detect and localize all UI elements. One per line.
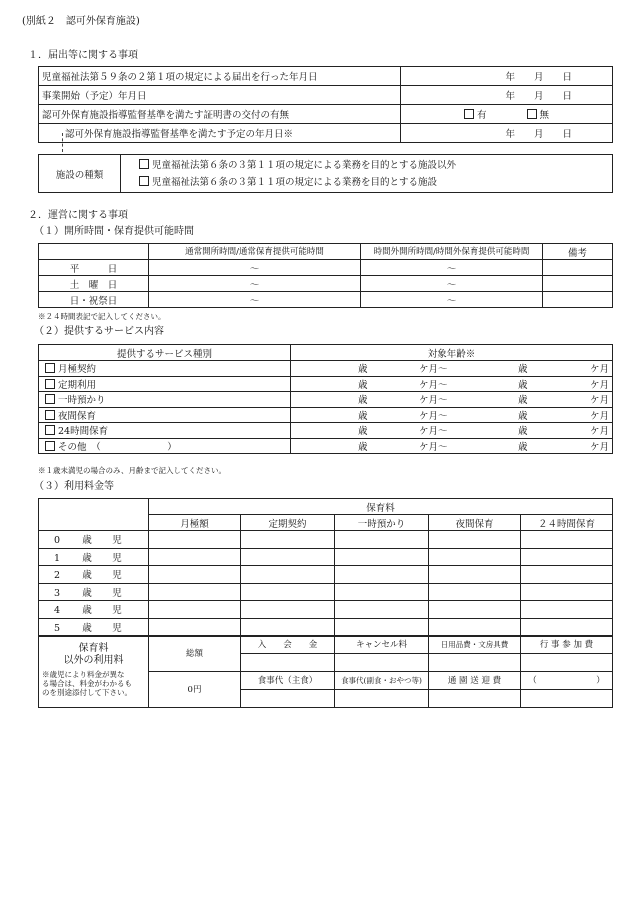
table-row <box>39 105 613 124</box>
checkbox-yes[interactable] <box>464 109 474 119</box>
time-range[interactable]: ～ <box>361 292 543 308</box>
age-label: 1 歳 児 <box>39 548 149 566</box>
other-fees-title: 保育料 <box>78 642 109 654</box>
fees-table <box>38 498 613 708</box>
age-to-years[interactable]: 歳 <box>451 376 531 392</box>
table-row <box>39 423 613 439</box>
fee-cell[interactable] <box>429 601 521 619</box>
fee-cell[interactable] <box>335 654 429 672</box>
date-field[interactable]: 年 月 日 <box>401 124 613 143</box>
checkbox-service[interactable] <box>45 425 55 435</box>
fee-cell[interactable] <box>429 654 521 672</box>
fee-item-label: 日用品費・文房具費 <box>429 636 521 654</box>
fee-cell[interactable] <box>521 690 613 708</box>
type-option-2: 児童福祉法第６条の３第１１項の規定による業務を目的とする施設 <box>152 176 438 188</box>
fee-cell[interactable] <box>149 566 241 584</box>
table-row <box>39 345 613 361</box>
fee-col-regular: 定期契約 <box>241 515 335 531</box>
age-to-years[interactable]: 歳 <box>451 361 531 377</box>
row-label: 児童福祉法第５９条の２第１項の規定による届出を行った年月日 <box>39 67 401 86</box>
fee-cell[interactable] <box>241 583 335 601</box>
age-label: 4 歳 児 <box>39 601 149 619</box>
table-row <box>39 260 613 276</box>
row-label: 平 日 <box>39 260 149 276</box>
time-range[interactable]: ～ <box>149 260 361 276</box>
fee-cell[interactable] <box>241 654 335 672</box>
table-row <box>39 566 613 584</box>
fee-cell[interactable] <box>429 531 521 549</box>
fee-cell[interactable] <box>335 548 429 566</box>
table-row <box>39 636 613 654</box>
service-label: 24時間保育 <box>58 426 109 438</box>
age-to-months[interactable]: ケ月 <box>531 423 613 439</box>
fees-group-header: 保育料 <box>149 499 613 515</box>
fee-cell[interactable] <box>429 618 521 636</box>
other-fees-note: る場合は、料金がわかるも <box>42 678 132 688</box>
age-from-months[interactable]: ケ月～ <box>371 361 451 377</box>
no-label: 無 <box>539 110 550 121</box>
table-row <box>39 438 613 454</box>
row-label: 認可外保育施設指導監督基準を満たす予定の年月日※ <box>39 124 401 143</box>
time-range[interactable]: ～ <box>361 276 543 292</box>
age-to-months[interactable]: ケ月 <box>531 376 613 392</box>
hours-heading: （１）開所時間・保育提供可能時間 <box>34 226 194 237</box>
services-table <box>38 344 613 454</box>
checkbox-service[interactable] <box>45 394 55 404</box>
age-from-months[interactable]: ケ月～ <box>371 407 451 423</box>
checkbox-type-2[interactable] <box>139 176 149 186</box>
fee-cell[interactable] <box>335 601 429 619</box>
fee-col-monthly: 月極額 <box>149 515 241 531</box>
fee-cell[interactable] <box>521 531 613 549</box>
age-from-years[interactable]: 歳 <box>291 438 371 454</box>
fee-cell[interactable] <box>149 601 241 619</box>
header-extra-hours: 時間外開所時間/時間外保育提供可能時間 <box>361 244 543 260</box>
fee-cell[interactable] <box>429 583 521 601</box>
hours-table <box>38 243 613 308</box>
age-to-years[interactable]: 歳 <box>451 423 531 439</box>
fee-item-label: 通 園 送 迎 費 <box>429 672 521 690</box>
table-row <box>39 67 613 86</box>
fee-cell[interactable] <box>241 690 335 708</box>
type-option-1: 児童福祉法第６条の３第１１項の規定による業務を目的とする施設以外 <box>152 159 457 171</box>
table-row <box>39 618 613 636</box>
age-to-years[interactable]: 歳 <box>451 438 531 454</box>
table-row <box>39 276 613 292</box>
date-field[interactable]: 年 月 日 <box>401 67 613 86</box>
table-row <box>39 583 613 601</box>
age-from-months[interactable]: ケ月～ <box>371 376 451 392</box>
age-to-years[interactable]: 歳 <box>451 407 531 423</box>
services-heading: （２）提供するサービス内容 <box>34 326 164 337</box>
form-label: (別紙２ 認可外保育施設) <box>22 16 140 27</box>
age-from-months[interactable]: ケ月～ <box>371 392 451 408</box>
checkbox-service[interactable] <box>45 379 55 389</box>
table-row <box>39 407 613 423</box>
row-label: 事業開始（予定）年月日 <box>39 86 401 105</box>
fee-cell[interactable] <box>149 618 241 636</box>
other-fees-label <box>39 636 149 708</box>
age-from-years[interactable]: 歳 <box>291 361 371 377</box>
remarks-cell[interactable] <box>543 292 613 308</box>
age-from-years[interactable]: 歳 <box>291 423 371 439</box>
hours-note: ※２４時間表記で記入してください。 <box>38 312 166 321</box>
fee-cell[interactable] <box>241 618 335 636</box>
service-label: 夜間保育 <box>58 410 97 422</box>
section1-heading: １．届出等に関する事項 <box>28 50 138 61</box>
row-label: 土 曜 日 <box>39 276 149 292</box>
age-label: 2 歳 児 <box>39 566 149 584</box>
fee-col-night: 夜間保育 <box>429 515 521 531</box>
table-row <box>39 392 613 408</box>
age-label: 3 歳 児 <box>39 583 149 601</box>
header-remarks: 備考 <box>543 244 613 260</box>
fee-item-label: キャンセル料 <box>335 636 429 654</box>
other-fees-note: ※歳児により料金が異な <box>42 669 125 679</box>
notification-table <box>38 66 613 143</box>
fees-heading: （３）利用料金等 <box>34 481 114 492</box>
total-label: 総額 <box>149 636 241 672</box>
fee-item-label: 行 事 参 加 費 <box>521 636 613 654</box>
facility-type-table <box>38 154 613 193</box>
section2-heading: ２．運営に関する事項 <box>28 210 128 221</box>
fee-cell[interactable] <box>241 531 335 549</box>
table-row <box>39 155 613 193</box>
fee-cell[interactable] <box>521 548 613 566</box>
fee-col-temporary: 一時預かり <box>335 515 429 531</box>
fee-cell[interactable] <box>149 531 241 549</box>
service-label: 月極契約 <box>58 364 97 376</box>
table-row <box>39 292 613 308</box>
date-field[interactable]: 年 月 日 <box>401 86 613 105</box>
service-label: 定期利用 <box>58 379 97 391</box>
fee-cell[interactable] <box>521 583 613 601</box>
table-row <box>39 86 613 105</box>
age-to-months[interactable]: ケ月 <box>531 361 613 377</box>
age-from-years[interactable]: 歳 <box>291 376 371 392</box>
header-target-age: 対象年齢※ <box>291 345 613 361</box>
age-to-months[interactable]: ケ月 <box>531 392 613 408</box>
fee-item-label: 食事代（主食） <box>241 672 335 690</box>
remarks-cell[interactable] <box>543 276 613 292</box>
age-from-months[interactable]: ケ月～ <box>371 438 451 454</box>
age-label: 0 歳 児 <box>39 531 149 549</box>
age-to-months[interactable]: ケ月 <box>531 407 613 423</box>
indent-divider <box>62 133 63 152</box>
table-row <box>39 244 613 260</box>
other-fees-note: のを別途添付して下さい。 <box>42 687 132 697</box>
fee-cell[interactable] <box>335 618 429 636</box>
checkbox-service[interactable] <box>45 410 55 420</box>
checkbox-service[interactable] <box>45 363 55 373</box>
fee-cell[interactable] <box>429 566 521 584</box>
fee-cell[interactable] <box>149 548 241 566</box>
total-value[interactable]: 0円 <box>149 672 241 708</box>
fee-col-24h: ２４時間保育 <box>521 515 613 531</box>
table-row <box>39 376 613 392</box>
fee-cell[interactable] <box>521 601 613 619</box>
age-to-years[interactable]: 歳 <box>451 392 531 408</box>
row-label: 日・祝祭日 <box>39 292 149 308</box>
facility-type-label: 施設の種類 <box>39 155 121 193</box>
age-label: 5 歳 児 <box>39 618 149 636</box>
fee-cell[interactable] <box>335 531 429 549</box>
age-from-months[interactable]: ケ月～ <box>371 423 451 439</box>
time-range[interactable]: ～ <box>149 292 361 308</box>
age-from-years[interactable]: 歳 <box>291 407 371 423</box>
header-service-type: 提供するサービス種別 <box>39 345 291 361</box>
time-range[interactable]: ～ <box>361 260 543 276</box>
table-row <box>39 499 613 515</box>
table-row <box>39 361 613 377</box>
table-row <box>39 124 613 143</box>
fee-cell[interactable] <box>335 566 429 584</box>
other-fees-subtitle: 以外の利用料 <box>63 654 124 666</box>
fee-cell[interactable] <box>521 618 613 636</box>
fee-cell[interactable] <box>241 566 335 584</box>
age-from-years[interactable]: 歳 <box>291 392 371 408</box>
checkbox-no[interactable] <box>527 109 537 119</box>
certificate-choice <box>401 105 613 124</box>
row-label: 認可外保育施設指導監督基準を満たす証明書の交付の有無 <box>39 105 401 124</box>
header-normal-hours: 通常開所時間/通常保育提供可能時間 <box>149 244 361 260</box>
table-row <box>39 531 613 549</box>
checkbox-type-1[interactable] <box>139 159 149 169</box>
fee-cell[interactable] <box>335 690 429 708</box>
time-range[interactable]: ～ <box>149 276 361 292</box>
fee-cell[interactable] <box>241 548 335 566</box>
fee-item-label[interactable]: （ ） <box>521 672 613 690</box>
fee-item-label: 入 会 金 <box>241 636 335 654</box>
fee-cell[interactable] <box>241 601 335 619</box>
age-to-months[interactable]: ケ月 <box>531 438 613 454</box>
fee-cell[interactable] <box>521 654 613 672</box>
fee-item-label: 食事代(副食・おやつ等) <box>335 672 429 690</box>
fee-cell[interactable] <box>149 583 241 601</box>
remarks-cell[interactable] <box>543 260 613 276</box>
fee-cell[interactable] <box>429 690 521 708</box>
fee-cell[interactable] <box>429 548 521 566</box>
service-label: その他 （ ） <box>58 441 177 453</box>
facility-type-options <box>121 155 613 193</box>
fee-cell[interactable] <box>335 583 429 601</box>
yes-label: 有 <box>476 110 487 121</box>
table-row <box>39 601 613 619</box>
checkbox-service[interactable] <box>45 441 55 451</box>
services-note: ※１歳未満児の場合のみ、月齢まで記入してください。 <box>38 466 226 475</box>
service-label: 一時預かり <box>58 395 106 407</box>
table-row <box>39 548 613 566</box>
fee-cell[interactable] <box>521 566 613 584</box>
